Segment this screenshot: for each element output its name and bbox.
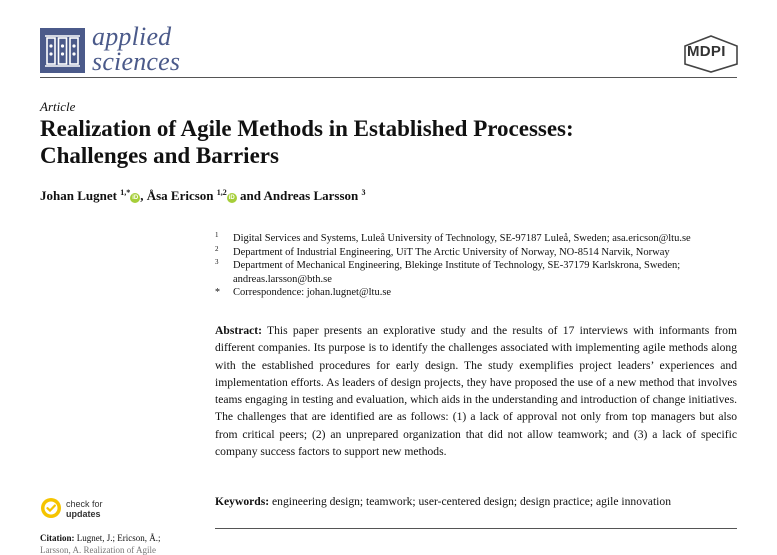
affiliation-mark: 3 [215, 258, 219, 266]
keywords-text: engineering design; teamwork; user-centered design; design practice; agile innovation [272, 495, 671, 508]
article-type: Article [40, 99, 76, 114]
author-affiliation-mark: 1,* [120, 188, 131, 197]
citation-label: Citation: [40, 533, 75, 543]
keywords [215, 494, 737, 510]
affiliation-email-link[interactable]: andreas.larsson@bth.se [233, 273, 332, 285]
orcid-icon[interactable]: iD [132, 195, 139, 201]
correspondence-item [215, 286, 740, 300]
abstract-text: This paper presents an explorative study and the results of 17 interviews with informants from different companies. Its purpose is to identify the challenges associated with implementing agile methods along with the established procedures for early design. The study exemplifies project leaders’ experiences and implementation efforts. As leaders of design projects, they have proposed the use of a new method that involves teams engaging in testing and evaluation, which aids in the understanding and introduction of change initiatives. The challenges that are identified are as follows: (1) a lack of approval not only from top managers but also from critical peers; (2) an unprepared organization that did not allow teamwork; and (3) a lack of specific company success factors to support new methods. [215, 324, 737, 459]
author-connector: and [240, 188, 261, 203]
journal-emblem-icon [40, 28, 85, 73]
citation-text: Lugnet, J.; Ericson, Å.; [76, 533, 161, 543]
author-separator: , [140, 188, 144, 203]
author-affiliation-mark: 1,2 [216, 188, 227, 197]
affiliation-text: Digital Services and Systems, Luleå University of Technology, SE-97187 Luleå, Sweden; asa.ericson@ltu.se [233, 233, 691, 244]
journal-name [92, 24, 180, 74]
authors-line [40, 188, 366, 204]
affiliation-item [215, 232, 740, 246]
header-divider [40, 77, 737, 78]
abstract-label: Abstract: [215, 324, 263, 337]
affiliation-text: Department of Mechanical Engineering, Blekinge Institute of Technology, SE-37179 Karlskrona, Sweden; [233, 260, 681, 271]
correspondence-mark: * [215, 287, 220, 298]
author-name[interactable]: Åsa Ericson [146, 188, 214, 203]
article-title-line1: Realization of Agile Methods in Established Processes: [40, 116, 574, 141]
check-updates-label: check for [66, 499, 103, 509]
check-for-updates-button[interactable] [40, 496, 130, 522]
article-title-line2: Challenges and Barriers [40, 143, 279, 168]
author-affiliation-mark: 3 [361, 188, 366, 197]
author-name[interactable]: Johan Lugnet [40, 188, 117, 203]
affiliation-item [215, 246, 740, 260]
journal-name-line1: applied [92, 22, 172, 51]
affiliation-item [215, 273, 740, 287]
journal-name-line2: sciences [92, 47, 181, 76]
keywords-label: Keywords: [215, 495, 270, 508]
orcid-icon[interactable]: iD [228, 195, 235, 201]
check-for-updates-icon [40, 497, 62, 519]
publisher-logo-text: MDPI [687, 43, 726, 60]
citation-text-continued: Larsson, A. Realization of Agile [40, 545, 156, 555]
affiliation-text: Department of Industrial Engineering, UiT The Arctic University of Norway, NO-8514 Narvik, Norway [233, 246, 670, 258]
article-title [40, 115, 740, 169]
journal-logo[interactable] [40, 22, 190, 76]
affiliations-list [215, 232, 740, 300]
affiliation-mark: 2 [215, 244, 219, 253]
affiliation-item [215, 259, 740, 273]
check-updates-label-bold: updates [66, 509, 101, 519]
citation-block [40, 532, 190, 545]
affiliation-mark: 1 [215, 231, 219, 239]
author-name[interactable]: Andreas Larsson [263, 188, 359, 203]
abstract-divider [215, 528, 737, 529]
abstract [215, 322, 737, 460]
correspondence-text[interactable]: Correspondence: johan.lugnet@ltu.se [233, 287, 392, 298]
publisher-logo[interactable] [682, 34, 740, 74]
